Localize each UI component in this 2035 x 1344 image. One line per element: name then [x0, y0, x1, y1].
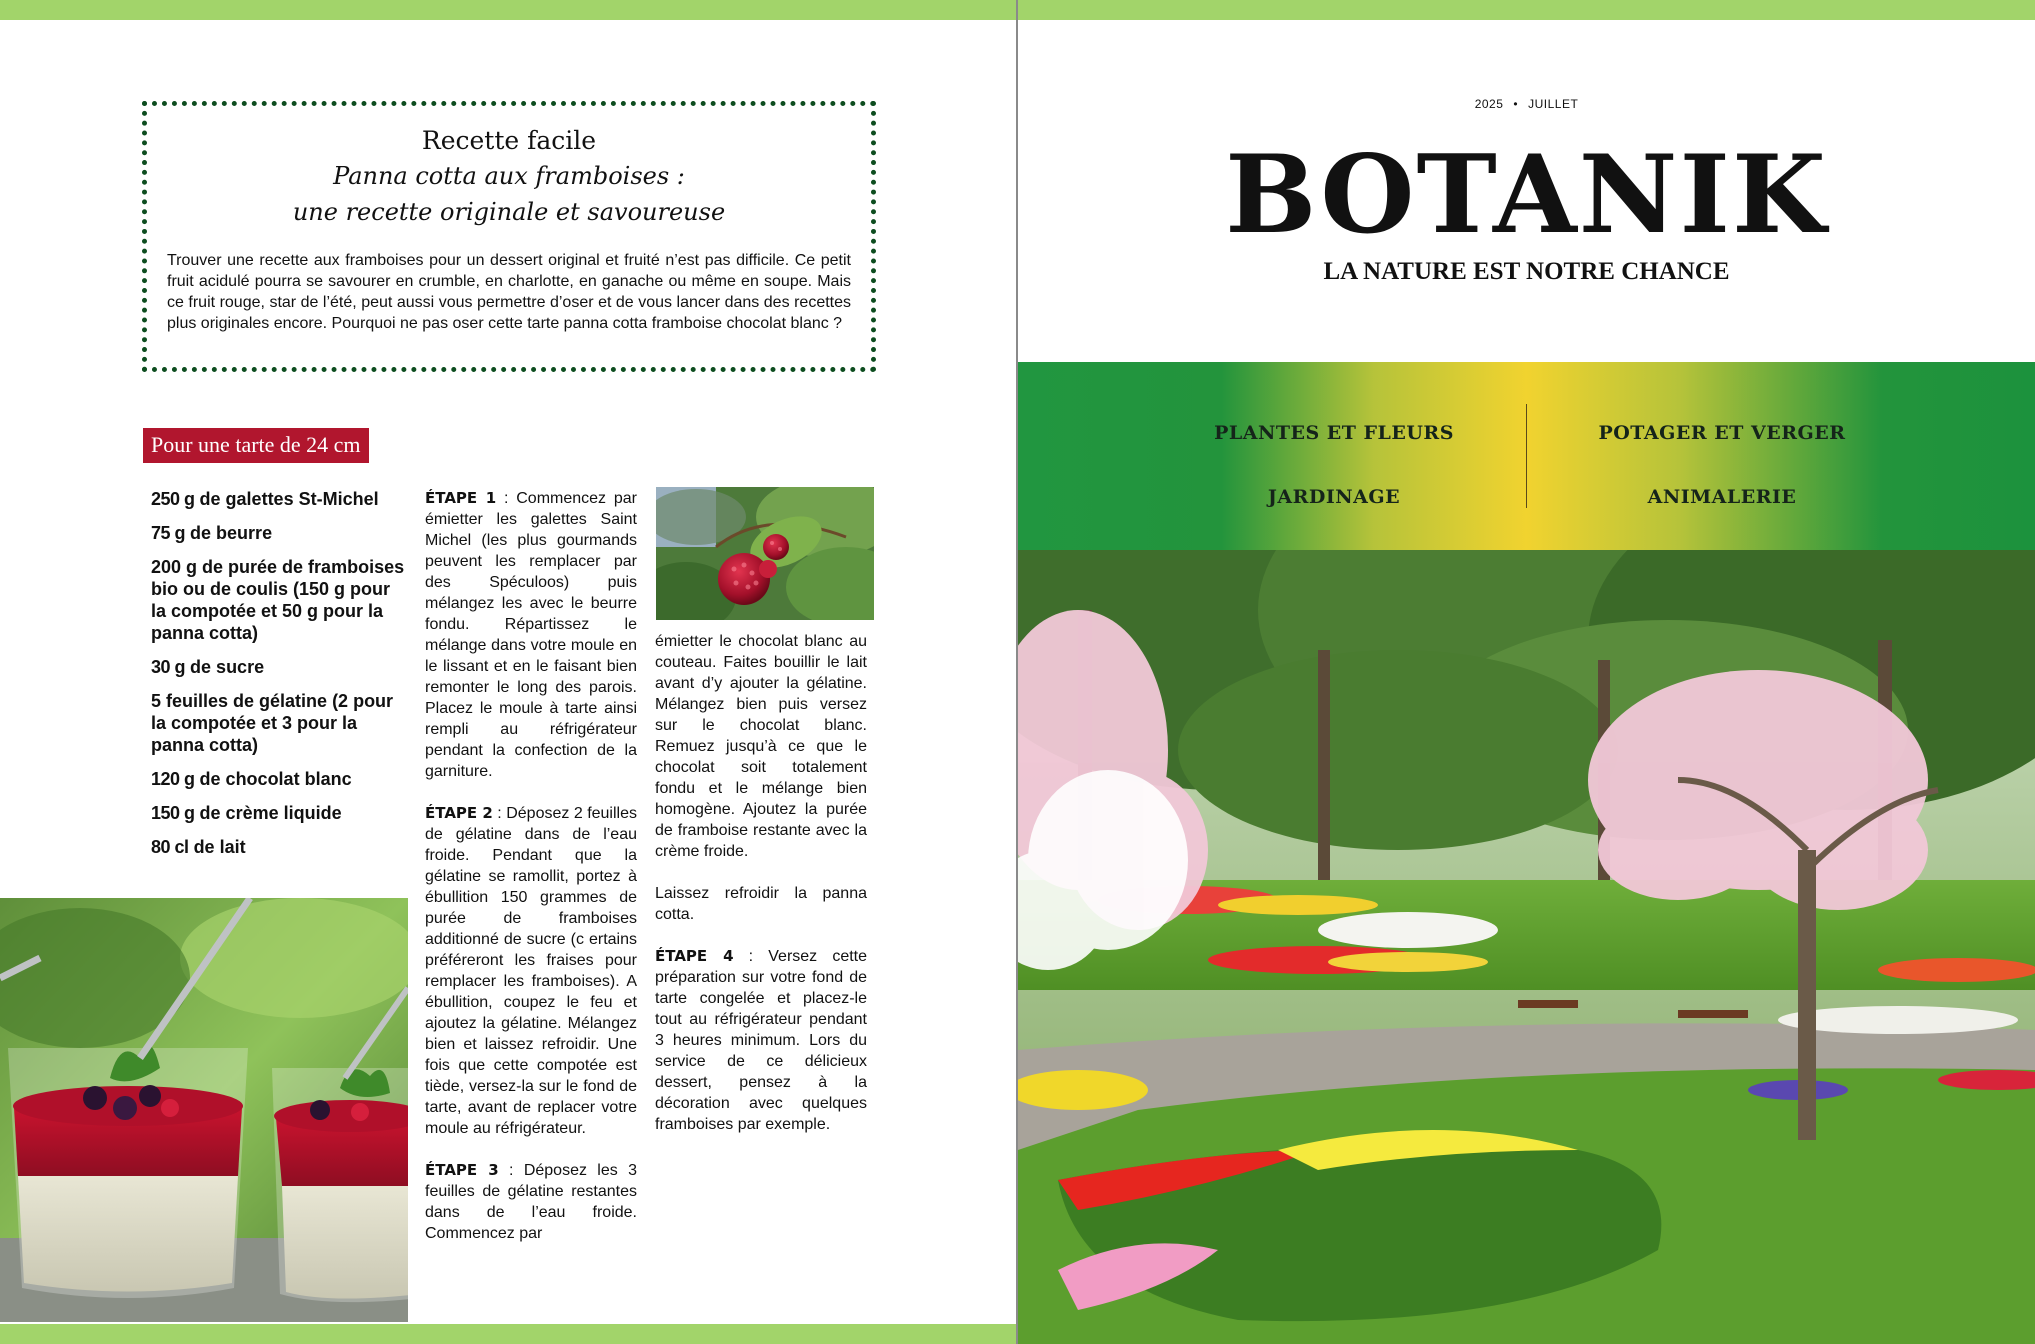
right-page — [1018, 0, 2035, 1344]
ingredient-item: 75 g de beurre — [151, 523, 273, 543]
garden-park-photo — [1018, 550, 2035, 1344]
ingredients-list — [151, 488, 406, 870]
recipe-intro-box — [142, 101, 876, 372]
step-2: ÉTAPE 2 : Déposez 2 feuilles de gélatine dans de l’eau froide. Pendant que la gélatine se ramollit, portez à ébullition 150 grammes de purée de framboises additionné de sucre (c ertains préféreront les fraises pour remplacer les framboises). A ébullition, coupez le feu et ajoutez la gélatine. Mélangez bien et laissez refroidir. Une fois que cette compotée est tiède, versez-la sur le fond de tarte, avant de replacer votre moule au réfrigérateur. — [425, 804, 637, 1137]
panna-cotta-photo — [0, 898, 408, 1322]
step-1: ÉTAPE 1 : Commencez par émietter les galettes Saint Michel (les plus gourmands peuvent les remplacer par des Spéculoos) puis mélangez les avec le beurre fondu. Répartissez le mélange dans votre moule en le lissant et en le faisant bien remonter le long des parois. Placez le moule à tarte ainsi rempli au réfrigérateur pendant la confection de la garniture. — [425, 489, 637, 780]
step-3-continued: émietter le chocolat blanc au couteau. Faites bouillir le lait avant d’y ajouter la gélatine. Mélangez bien puis versez sur le chocolat blanc. Remuez jusqu’à ce que le chocolat soit totalement fondu et le mélange bien homogène. Ajoutez la purée de framboise restante avec la crème froide. — [655, 633, 867, 860]
recipe-title-line-2: une recette originale et savoureuse — [292, 198, 726, 226]
edition-line — [1018, 97, 2035, 111]
recipe-kicker: Recette facile — [421, 126, 597, 155]
ingredient-item: 200 g de purée de framboises bio ou de coulis (150 g pour la compotée et 50 g pour la panna cotta) — [151, 557, 405, 643]
ingredient-item: 120 g de chocolat blanc — [151, 769, 352, 789]
edition-separator: • — [1513, 97, 1519, 111]
left-page — [0, 0, 1017, 1344]
cool-down-note: Laissez refroidir la panna cotta. — [655, 885, 867, 923]
recipe-intro-text: Trouver une recette aux framboises pour un dessert original et fruité n’est pas difficile. Ce petit fruit acidulé pourra se savourer en crumble, en charlotte, en ganache ou même en soupe. Mais ce fruit rouge, star de l’été, peut aussi vous permettre d’oser et de vous lancer dans des recettes plus originales encore. Pourquoi ne pas oser cette tarte panna cotta framboise chocolat blanc ? — [167, 252, 851, 332]
edition-month: JUILLET — [1528, 97, 1579, 111]
nav-jardinage[interactable]: JARDINAGE — [1267, 486, 1401, 508]
bottom-band — [0, 1324, 1017, 1344]
magazine-title: BOTANIK — [1225, 132, 1828, 258]
nav-divider — [1526, 404, 1527, 508]
steps-column-1 — [425, 488, 637, 1288]
step-3: ÉTAPE 3 : Déposez les 3 feuilles de gélatine restantes dans de l’eau froide. Commencez par — [425, 1161, 637, 1242]
ingredient-item: 30 g de sucre — [151, 657, 265, 677]
ingredient-item: 250 g de galettes St-Michel — [151, 489, 379, 509]
nav-plantes-et-fleurs[interactable]: PLANTES ET FLEURS — [1214, 422, 1454, 444]
magazine-tagline: LA NATURE EST NOTRE CHANCE — [1323, 258, 1730, 285]
top-band — [1018, 0, 2035, 20]
ingredient-item: 5 feuilles de gélatine (2 pour la compotée et 3 pour la panna cotta) — [151, 691, 394, 755]
nav-potager-et-verger[interactable]: POTAGER ET VERGER — [1598, 422, 1846, 444]
steps-column-2 — [655, 631, 867, 1156]
section-nav — [1018, 362, 2035, 550]
step-4: ÉTAPE 4 : Versez cette préparation sur votre fond de tarte congelée et placez-le tout au réfrigérateur pendant 3 heures minimum. Lors du service de ce délicieux dessert, pensez à la décoration avec quelques framboises par exemple. — [655, 947, 867, 1133]
nav-animalerie[interactable]: ANIMALERIE — [1647, 486, 1797, 508]
recipe-title-line-1: Panna cotta aux framboises : — [333, 162, 685, 190]
top-band — [0, 0, 1017, 20]
servings-tag: Pour une tarte de 24 cm — [143, 428, 369, 463]
edition-year: 2025 — [1474, 97, 1504, 111]
ingredient-item: 80 cl de lait — [151, 837, 246, 857]
ingredient-item: 150 g de crème liquide — [151, 803, 342, 823]
raspberry-photo — [656, 487, 874, 620]
